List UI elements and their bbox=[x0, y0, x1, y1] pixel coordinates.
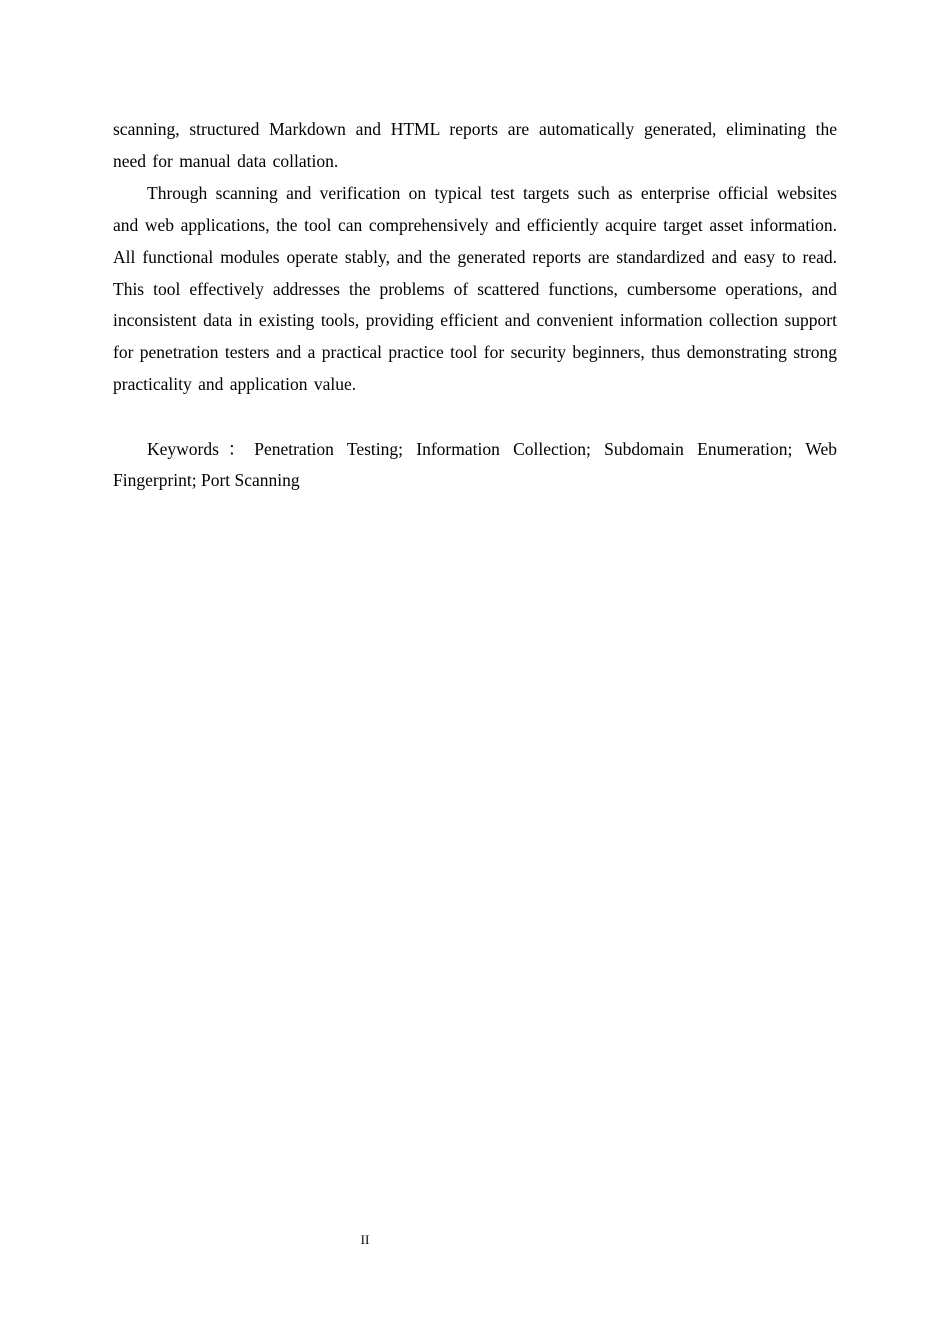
keywords-line bbox=[113, 434, 837, 496]
page-number: II bbox=[360, 1232, 370, 1247]
abstract-body bbox=[113, 114, 837, 496]
paragraph-continuation: scanning, structured Markdown and HTML reports are automatically generated, eliminating the need for manual data collation. bbox=[113, 119, 837, 171]
keywords-label: Keywords： bbox=[147, 439, 255, 460]
paragraph-results: Through scanning and verification on typical test targets such as enterprise official websites and web applications, the tool can comprehensively and efficiently acquire target asset information. All functional modules operate stably, and the generated reports are standardized and easy to read. This tool effectively addresses the problems of scattered functions, cumbersome operations, and inconsistent data in existing tools, providing efficient and convenient information collection support for penetration testers and a practical practice tool for security beginners, thus demonstrating strong practicality and application value. bbox=[113, 182, 837, 395]
keywords-list: Penetration Testing; Information Collection; Subdomain Enumeration; Web Fingerprint; Port Scanning bbox=[113, 439, 837, 491]
